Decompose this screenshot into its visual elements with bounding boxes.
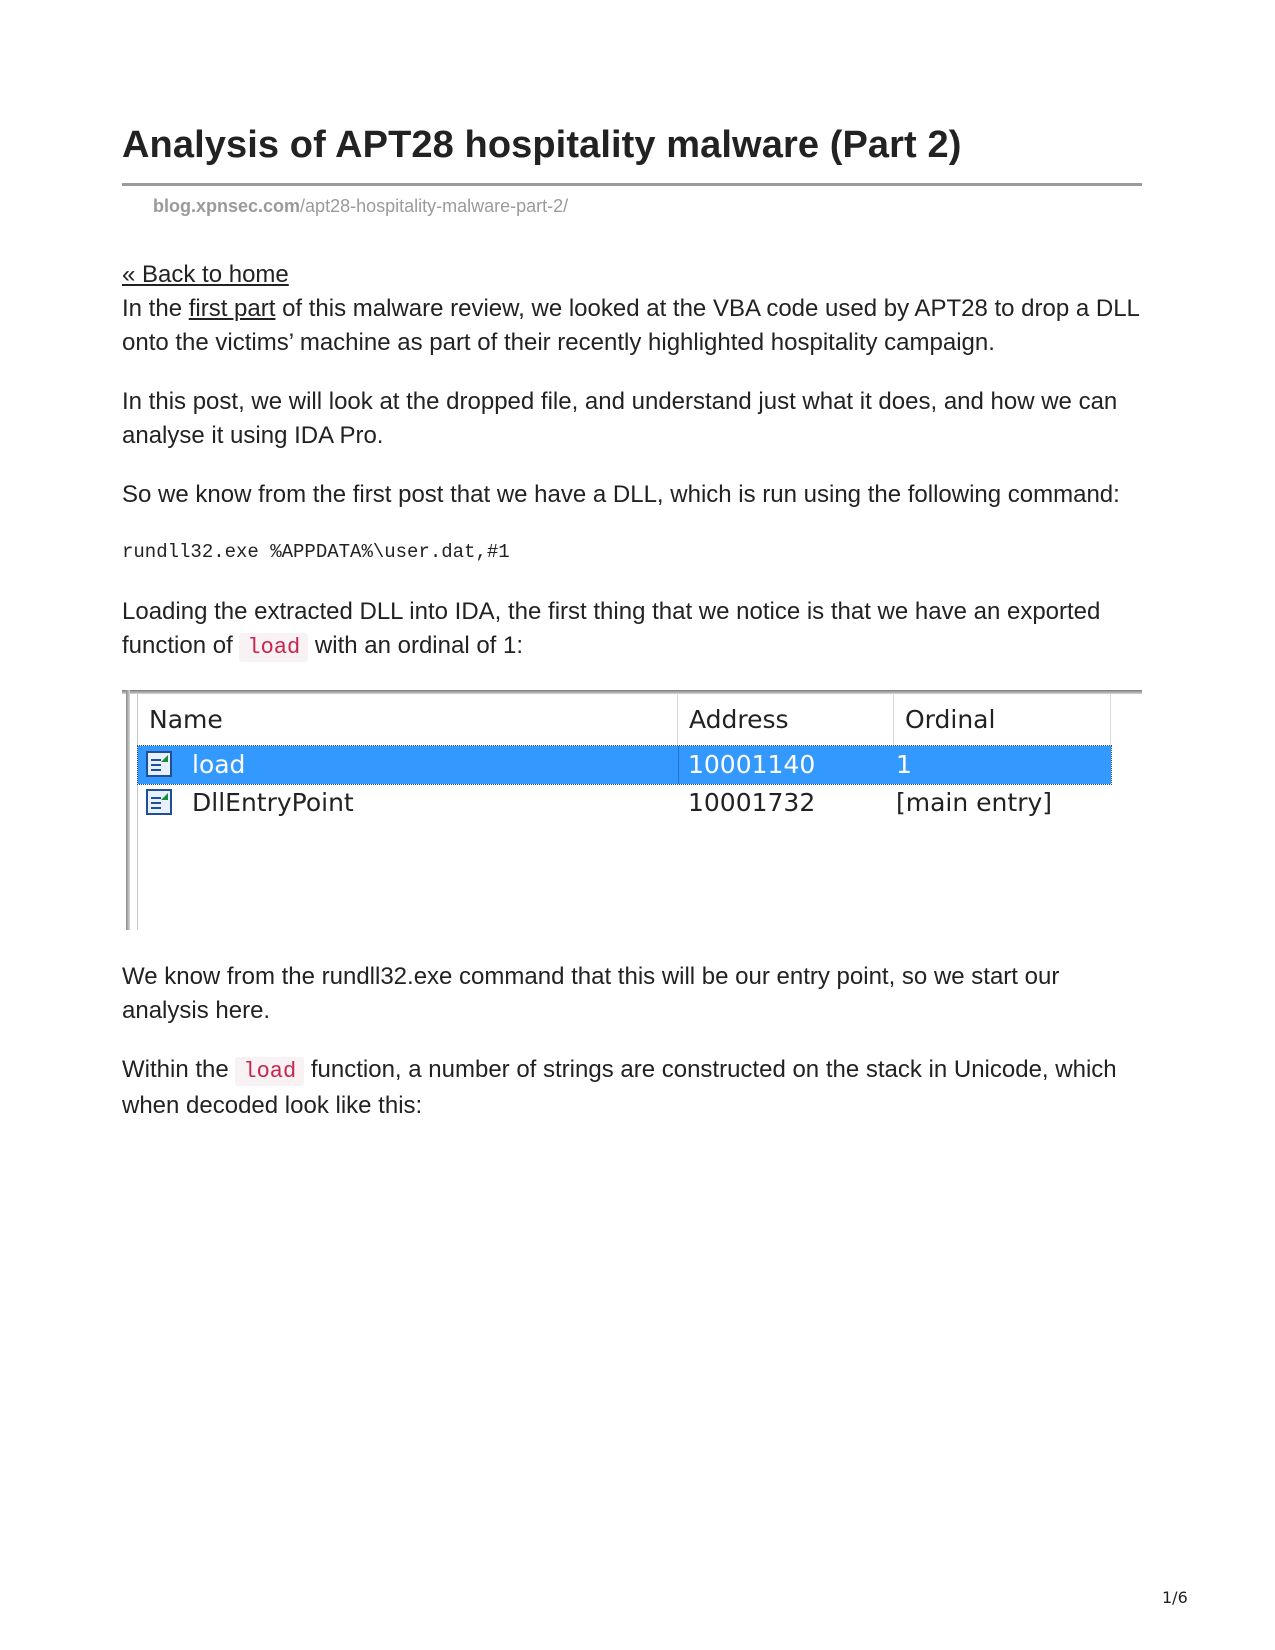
window-left-edge [126,690,130,930]
paragraph-strings [122,1053,1142,1123]
first-part-link[interactable]: first part [188,295,276,322]
source-url[interactable] [153,196,568,217]
column-header-ordinal[interactable]: Ordinal [894,694,1111,746]
cell-name: load [192,750,246,779]
title-divider [122,183,1142,186]
p4-text-before: Loading the extracted DLL into IDA, the first thing that we notice is that we have an exported function of [122,598,1101,659]
p6-text-after: function, a number of strings are constructed on the stack in Unicode, which when decoded look like this: [122,1056,1117,1119]
inline-code-load: load [235,1057,304,1086]
ida-exports-screenshot [122,690,1142,930]
paragraph-entry-point: We know from the rundll32.exe command that this will be our entry point, so we start our analysis here. [122,963,1060,1024]
column-separator [678,746,679,784]
column-header-address[interactable]: Address [678,694,894,746]
cell-ordinal: 1 [896,750,912,779]
page-number: 1/6 [1162,1588,1188,1607]
p6-text-before: Within the [122,1056,236,1083]
export-function-icon [146,751,172,777]
inline-code-load: load [239,633,308,662]
cell-ordinal: [main entry] [896,788,1053,817]
table-row-load[interactable] [138,746,1111,784]
p1-text-before: In the [122,295,189,322]
cell-address: 10001140 [688,750,816,779]
source-path: /apt28-hospitality-malware-part-2/ [300,196,569,216]
cell-name: DllEntryPoint [192,788,354,817]
page-title: Analysis of APT28 hospitality malware (Part 2) [122,124,962,166]
column-header-name[interactable]: Name [138,694,678,746]
back-to-home-link[interactable]: « Back to home [122,261,289,288]
p4-text-after: with an ordinal of 1: [308,632,524,659]
table-row-dllentrypoint[interactable] [138,784,1111,822]
article-body [122,258,1142,1148]
export-function-icon [146,789,172,815]
p1-text-after: of this malware review, we looked at the VBA code used by APT28 to drop a DLL onto the victims’ machine as part of their recently highlighted hospitality campaign. [122,295,1140,356]
cell-address: 10001732 [688,788,816,817]
paragraph-dll: So we know from the first post that we have a DLL, which is run using the following command: [122,481,1120,508]
paragraph-exports [122,595,1142,665]
paragraph-intro [122,292,1142,360]
paragraph-purpose: In this post, we will look at the dropped file, and understand just what it does, and how we can analyse it using IDA Pro. [122,388,1118,449]
command-code-block: rundll32.exe %APPDATA%\user.dat,#1 [122,541,510,563]
source-domain: blog.xpnsec.com [153,196,301,216]
